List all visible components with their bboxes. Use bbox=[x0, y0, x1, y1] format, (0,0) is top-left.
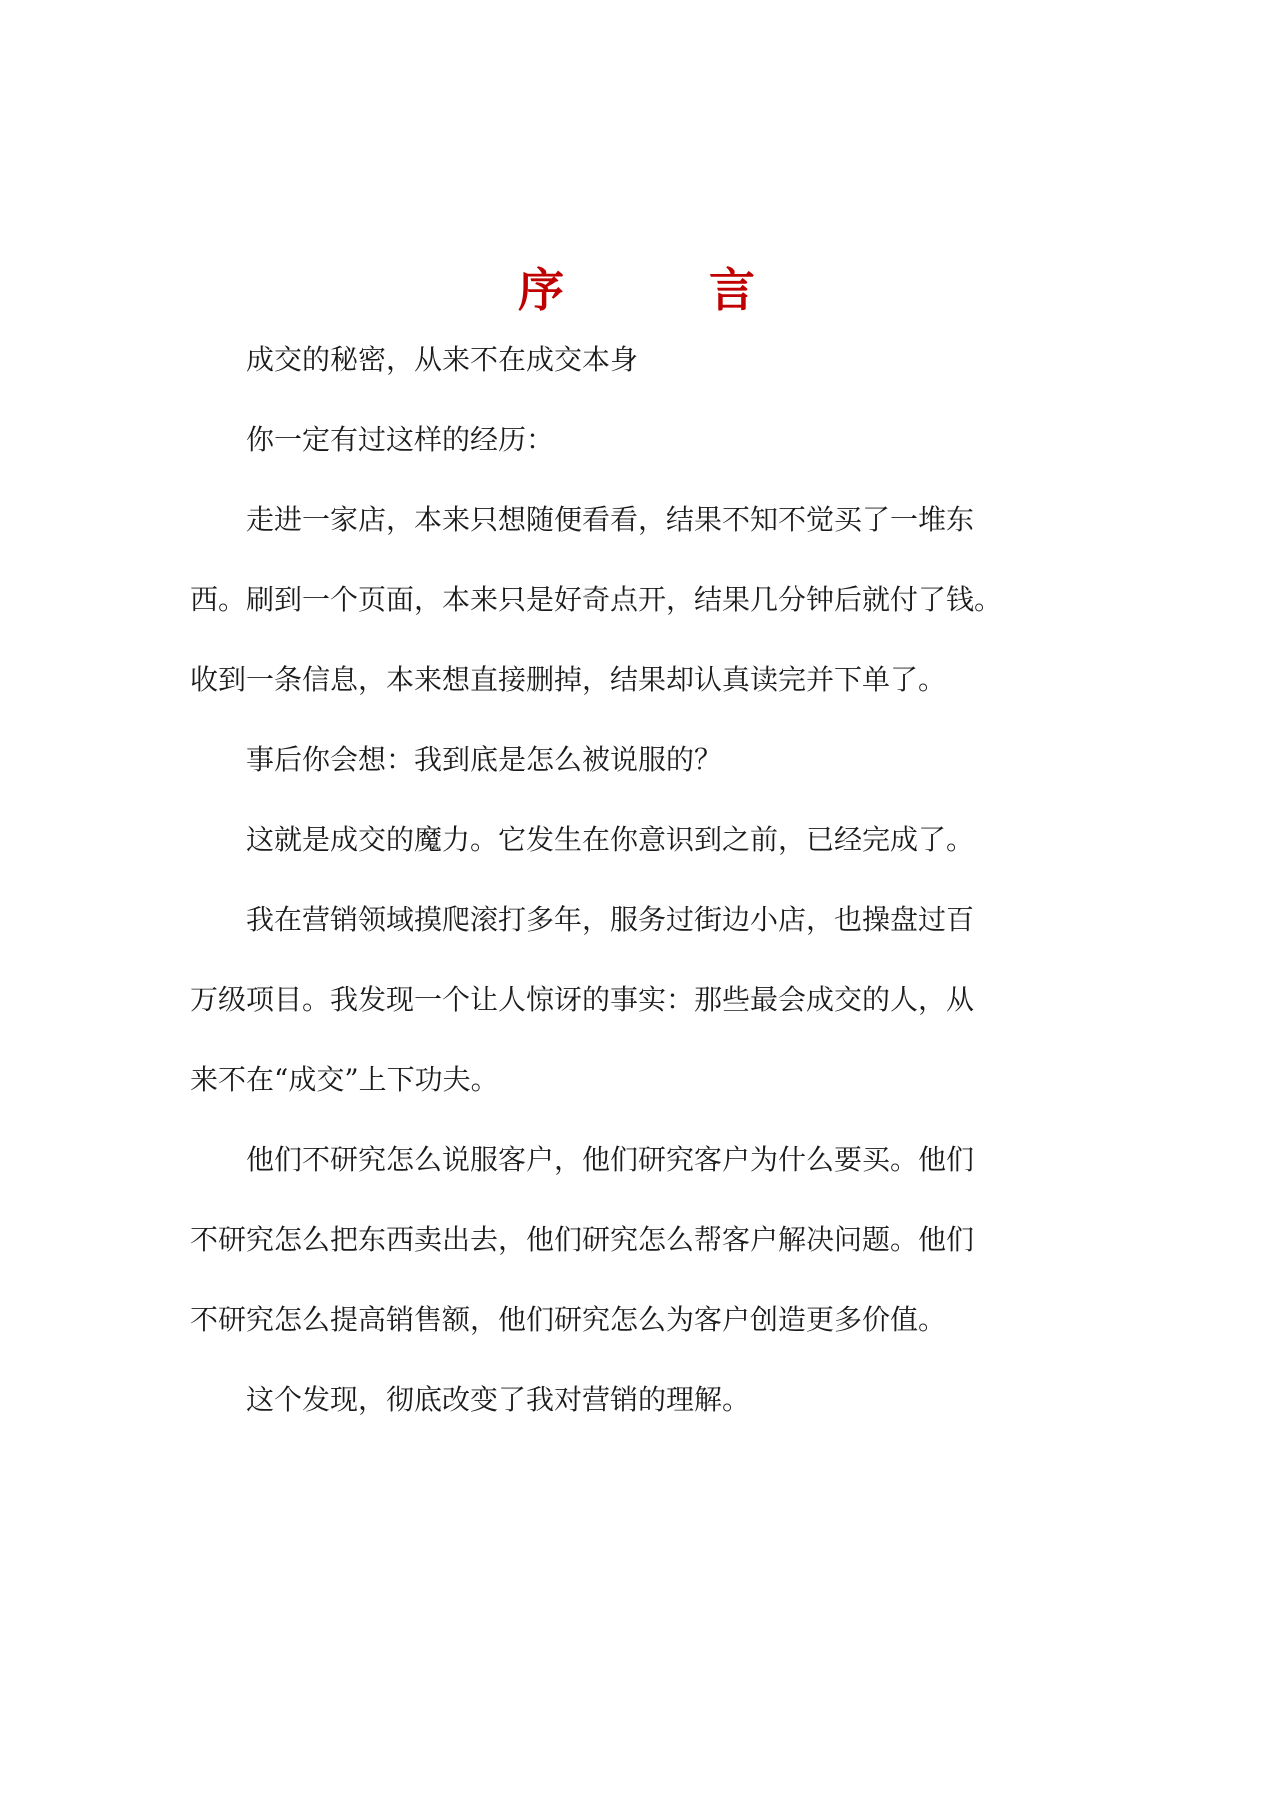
document-body bbox=[190, 340, 1090, 1460]
paragraph-line: 万级项目。我发现一个让人惊讶的事实：那些最会成交的人，从 bbox=[190, 983, 975, 1016]
paragraph-line: 西。刷到一个页面，本来只是好奇点开，结果几分钟后就付了钱。 bbox=[190, 583, 1003, 616]
paragraph-subtitle bbox=[190, 340, 1090, 380]
paragraph-line: 我在营销领域摸爬滚打多年，服务过街边小店，也操盘过百 bbox=[246, 903, 975, 936]
page-title bbox=[0, 255, 1273, 325]
paragraph bbox=[190, 420, 1090, 460]
paragraph bbox=[190, 820, 1090, 860]
paragraph-line: 不研究怎么提高销售额，他们研究怎么为客户创造更多价值。 bbox=[190, 1303, 947, 1336]
title-char-2: 言 bbox=[709, 263, 755, 317]
paragraph-line: 事后你会想：我到底是怎么被说服的？ bbox=[246, 743, 723, 776]
paragraph-line: 收到一条信息，本来想直接删掉，结果却认真读完并下单了。 bbox=[190, 663, 947, 696]
paragraph-line: 这就是成交的魔力。它发生在你意识到之前，已经完成了。 bbox=[246, 823, 975, 856]
paragraph-line: 走进一家店，本来只想随便看看，结果不知不觉买了一堆东 bbox=[246, 503, 975, 536]
paragraph-line: 成交的秘密，从来不在成交本身 bbox=[246, 343, 639, 376]
paragraph bbox=[190, 740, 1090, 780]
paragraph-line: 这个发现，彻底改变了我对营销的理解。 bbox=[246, 1383, 751, 1416]
paragraph bbox=[190, 880, 1090, 1120]
paragraph-line: 他们不研究怎么说服客户，他们研究客户为什么要买。他们 bbox=[246, 1143, 975, 1176]
paragraph-line: 你一定有过这样的经历： bbox=[246, 423, 555, 456]
paragraph-line: 不研究怎么把东西卖出去，他们研究怎么帮客户解决问题。他们 bbox=[190, 1223, 975, 1256]
title-char-1: 序 bbox=[518, 263, 564, 317]
paragraph bbox=[190, 1380, 1090, 1420]
paragraph-line: 来不在“成交”上下功夫。 bbox=[190, 1063, 499, 1096]
paragraph bbox=[190, 480, 1090, 720]
paragraph bbox=[190, 1120, 1090, 1360]
